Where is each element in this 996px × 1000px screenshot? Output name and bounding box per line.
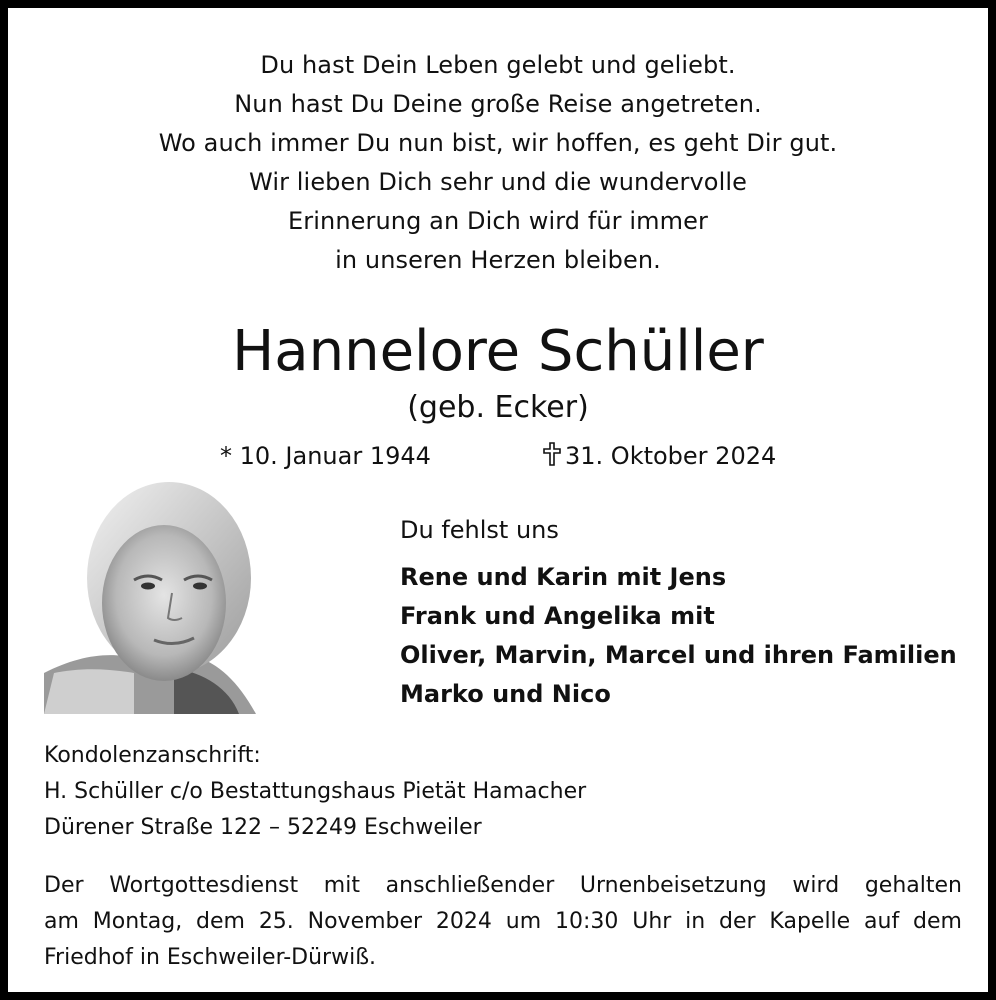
deceased-name: Hannelore Schüller bbox=[232, 319, 764, 384]
death-date-block bbox=[543, 439, 776, 475]
message-text: Du fehlst uns bbox=[400, 516, 559, 544]
address-line: H. Schüller c/o Bestattungshaus Pietät Hamacher bbox=[44, 779, 587, 804]
service-line: am Montag, dem 25. November 2024 um 10:30 Uhr in der Kapelle auf dem bbox=[44, 909, 962, 934]
death-date: 31. Oktober 2024 bbox=[565, 442, 777, 470]
poem-line: in unseren Herzen bleiben. bbox=[335, 246, 661, 274]
cross-icon bbox=[543, 441, 561, 475]
portrait-photo bbox=[44, 468, 256, 714]
poem-line: Du hast Dein Leben gelebt und geliebt. bbox=[260, 51, 736, 79]
poem-line: Wir lieben Dich sehr und die wundervolle bbox=[249, 168, 747, 196]
address-line: Kondolenzanschrift: bbox=[44, 743, 261, 768]
poem-line: Wo auch immer Du nun bist, wir hoffen, es geht Dir gut. bbox=[158, 129, 838, 157]
poem-line: Nun hast Du Deine große Reise angetreten. bbox=[234, 90, 762, 118]
family-line: Oliver, Marvin, Marcel und ihren Familien bbox=[400, 641, 957, 669]
memorial-poem bbox=[8, 46, 988, 280]
maiden-name: (geb. Ecker) bbox=[407, 390, 589, 425]
service-line: Der Wortgottesdienst mit anschließender Urnenbeisetzung wird gehalten bbox=[44, 873, 962, 898]
address-line: Dürener Straße 122 – 52249 Eschweiler bbox=[44, 815, 482, 840]
poem-line: Erinnerung an Dich wird für immer bbox=[288, 207, 708, 235]
condolence-address bbox=[44, 738, 586, 846]
family-line: Frank und Angelika mit bbox=[400, 602, 715, 630]
birth-date: * 10. Januar 1944 bbox=[220, 442, 431, 470]
family-list bbox=[400, 558, 957, 714]
family-line: Marko und Nico bbox=[400, 680, 611, 708]
service-line: Friedhof in Eschweiler-Dürwiß. bbox=[44, 945, 377, 970]
service-info bbox=[44, 868, 962, 976]
family-line: Rene und Karin mit Jens bbox=[400, 563, 727, 591]
